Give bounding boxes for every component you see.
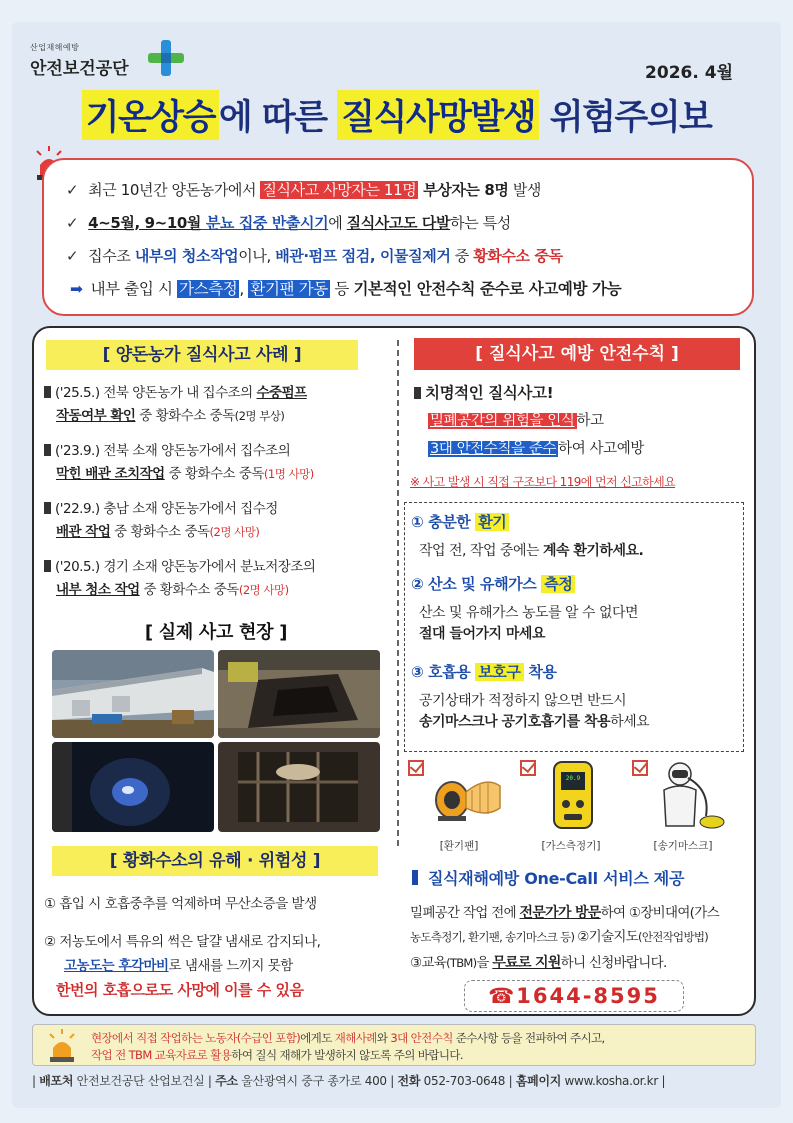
check-icon: ✓ [66,214,79,232]
title-text-2: 위험주의보 [539,98,712,138]
case-item-1: ('25.5.) 전북 양돈농가 내 집수조의 수중펌프 작동여부 확인 중 황화수소 중독(2명 부상) [44,382,394,428]
ventilation-fan-label: [환기팬] [439,840,479,852]
title-text-1: 에 따른 [218,98,338,138]
site-photo-pit-opening [218,650,380,738]
onecall-title: 질식재해예방 One-Call 서비스 제공 [412,866,684,889]
hazard-item-2: ② 저농도에서 특유의 썩은 달걀 냄새로 감지되나, 고농도는 후각마비로 냄새를 느끼지 못함 한번의 호흡으로도 사망에 이를 수 있음 [44,934,321,999]
case-item-4: ('20.5.) 경기 소재 양돈농가에서 분뇨저장조의 내부 청소 작업 중 황화수소 중독(2명 사망) [44,556,394,602]
footer-notice-line-1: 현장에서 직접 작업하는 노동자(수급인 포함)에게도 재해사례와 3대 안전수칙 준수사항 등을 전파하여 주시고, [91,1031,605,1045]
equipment-gallery [404,758,744,853]
prevention-lead: 치명적인 질식사고! [414,380,553,406]
footer-notice-line-2: 작업 전 TBM 교육자료로 활용하여 질식 재해가 발생하지 않도록 주의 바랍니다. [91,1048,463,1062]
site-title: [ 실제 사고 현장 ] [116,618,316,648]
title-highlight-2: 질식사망발생 [337,90,539,140]
footer-contact: | 배포처 안전보건공단 산업보건실 | 주소 울산광역시 중구 종가로 400 | 전화 052-703-0648 | 홈페이지 www.kosha.or.kr | [32,1074,666,1088]
alert-line-1: ✓ 최근 10년간 양돈농가에서 질식사고 사망자는 11명 부상자는 8명 발생 [66,181,542,199]
checkbox-checked-icon [632,760,648,776]
bullet-square [44,502,51,514]
gas-detector-label: [가스측정기] [541,840,601,852]
arrow-right-icon: ➡ [70,280,83,298]
bullet-square [44,444,51,456]
rule-1-heading: ① 충분한 환기 [411,511,509,532]
page-title [30,86,763,144]
hazard-title: [ 황화수소의 유해 · 위험성 ] [52,846,378,876]
homepage-link[interactable]: www.kosha.or.kr [561,1074,658,1088]
onecall-line-1: 밀폐공간 작업 전에 전문가가 방문하여 ①장비대여(가스 [410,905,719,921]
bullet-square [412,870,418,885]
site-photo-barn [52,650,214,738]
column-divider [397,340,399,846]
alert-line-3: ✓ 집수조 내부의 청소작업이나, 배관·펌프 점검, 이물질제거 중 황화수소 중독 [66,247,563,265]
onecall-phone-number[interactable]: ☎1644-8595 [464,980,684,1012]
onecall-line-2: 농도측정기, 환기팬, 송기마스크 등) ②기술지도(안전작업방법) [410,929,709,945]
rule-2-heading: ② 산소 및 유해가스 측정 [411,573,575,594]
bullet-square [414,387,421,399]
hazard-item-1: ① 흡입 시 호흡중추를 억제하며 무산소증을 발생 [44,896,317,912]
prevention-line-3: 3대 안전수칙을 준수 하여 사고예방 [430,441,644,457]
rule-2-body: 산소 및 유해가스 농도를 알 수 없다면 절대 들어가지 마세요 [419,605,639,642]
gas-detector-reading: 20.9 [565,775,581,782]
safety-rules-box [404,502,744,752]
bullet-square [44,386,51,398]
prevention-title: [ 질식사고 예방 안전수칙 ] [414,338,740,370]
checkbox-checked-icon [408,760,424,776]
gas-detector-icon [552,760,594,830]
case-item-3: ('22.9.) 충남 소재 양돈농가에서 집수정 배관 작업 중 황화수소 중독(2명 사망) [44,498,394,544]
onecall-line-3: ③교육(TBM)을 무료로 지원하니 신청바랍니다. [410,955,667,971]
alert-summary-box [42,158,754,316]
site-photo-pit-interior [218,742,380,832]
emergency-notice: ※ 사고 발생 시 직접 구조보다 119에 먼저 신고하세요 [410,475,676,489]
death-count-highlight: 질식사고 사망자는 11명 [262,181,417,199]
check-icon: ✓ [66,181,79,199]
issue-date: 2026. 4월 [645,63,733,83]
case-item-2: ('23.9.) 전북 소재 양돈농가에서 집수조의 막힌 배관 조치작업 중 황화수소 중독(1명 사망) [44,440,394,486]
rule-3-body: 공기상태가 적정하지 않으면 반드시 송기마스크나 공기호흡기를 착용하세요 [419,693,650,730]
cases-title: [ 양돈농가 질식사고 사례 ] [46,340,358,370]
alert-line-4: ➡ 내부 출입 시 가스측정 , 환기팬 가동 등 기본적인 안전수칙 준수로 사고예방 가능 [70,280,622,298]
footer-notice-box [32,1024,756,1066]
checkbox-checked-icon [520,760,536,776]
rule-1-body: 작업 전, 작업 중에는 계속 환기하세요. [419,543,644,559]
bullet-square [44,560,51,572]
ventilation-fan-icon [426,766,506,826]
air-mask-icon [650,760,730,832]
site-photo-pit-dark [52,742,214,832]
kosha-cross-icon [146,38,186,78]
alert-line-2: ✓ 4~5월, 9~10월 분뇨 집중 반출시기에 질식사고도 다발하는 특성 [66,214,511,232]
equipment-ventilation-fan [404,758,514,853]
check-icon: ✓ [66,247,79,265]
org-name: 안전보건공단 [30,59,129,79]
title-highlight-1: 기온상승 [82,90,219,140]
prevention-line-2: 밀폐공간의 위험을 인식 하고 [430,413,604,429]
siren-icon [47,1029,77,1063]
equipment-air-mask [628,758,738,853]
equipment-gas-detector [516,758,626,853]
air-mask-label: [송기마스크] [653,840,713,852]
kosha-logo [30,38,180,88]
org-subtitle: 산업재해예방 [30,43,80,52]
rule-3-heading: ③ 호흡용 보호구 착용 [411,663,557,681]
